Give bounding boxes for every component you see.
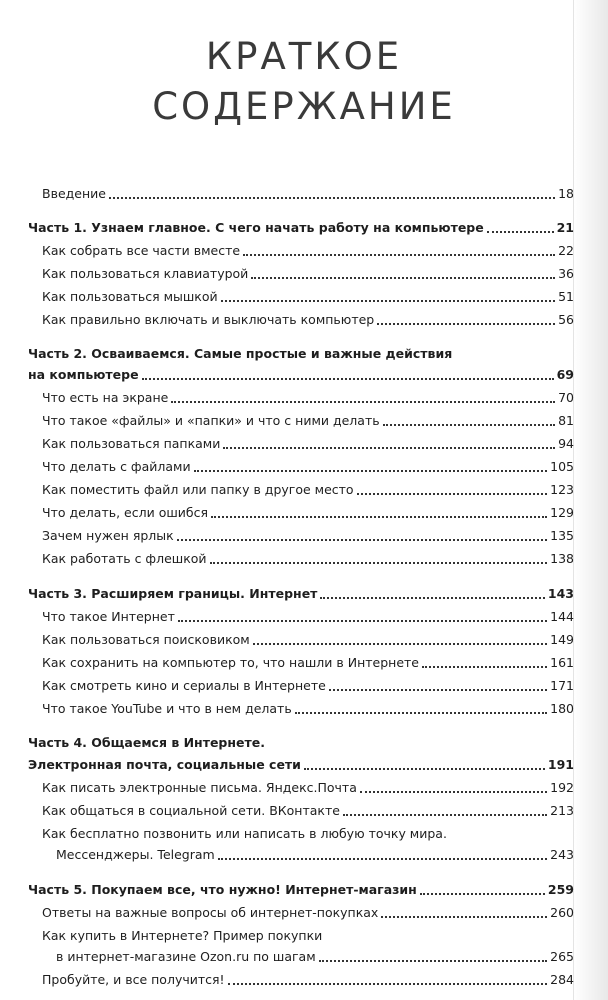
toc-item: Что такое Интернет 144 <box>42 609 574 624</box>
toc-item: Как пользоваться поисковиком 149 <box>42 632 574 647</box>
title-line-1: КРАТКОЕ <box>205 35 403 78</box>
toc-part-3: Часть 3. Расширяем границы. Интернет 143 <box>28 586 574 601</box>
toc-item: Что делать с файлами 105 <box>42 459 574 474</box>
toc-item: Что делать, если ошибся 129 <box>42 505 574 520</box>
toc-item: Как сохранить на компьютер то, что нашли в Интернете 161 <box>42 655 574 670</box>
toc-item: Как общаться в социальной сети. ВКонтакте 213 <box>42 803 574 818</box>
toc-item: Как пользоваться клавиатурой 36 <box>42 266 574 281</box>
toc-part-1: Часть 1. Узнаем главное. С чего начать работу на компьютере 21 <box>28 220 574 235</box>
toc-item: Как писать электронные письма. Яндекс.Почта 192 <box>42 780 574 795</box>
toc-part-4: Электронная почта, социальные сети 191 <box>28 757 574 772</box>
toc-item: Зачем нужен ярлык 135 <box>42 528 574 543</box>
toc-intro: Введение 18 <box>42 186 574 201</box>
toc-item: Ответы на важные вопросы об интернет-покупках 260 <box>42 905 574 920</box>
toc-item: в интернет-магазине Ozon.ru по шагам 265 <box>56 949 574 964</box>
toc-item-line-1: Как бесплатно позвонить или написать в любую точку мира. <box>42 826 447 841</box>
toc-part-5: Часть 5. Покупаем все, что нужно! Интернет-магазин 259 <box>28 882 574 897</box>
toc-item: Как смотреть кино и сериалы в Интернете 171 <box>42 678 574 693</box>
toc-part-2: на компьютере 69 <box>28 367 574 382</box>
toc-item: Что есть на экране 70 <box>42 390 574 405</box>
toc-item: Что такое YouTube и что в нем делать 180 <box>42 701 574 716</box>
toc-item: Как собрать все части вместе 22 <box>42 243 574 258</box>
title-line-2: СОДЕРЖАНИЕ <box>152 85 456 128</box>
toc-item-line-1: Как купить в Интернете? Пример покупки <box>42 928 323 943</box>
toc-part-2-line-1: Часть 2. Осваиваемся. Самые простые и важные действия <box>28 346 453 361</box>
toc-item: Пробуйте, и все получится! 284 <box>42 972 574 987</box>
toc-item: Как работать с флешкой 138 <box>42 551 574 566</box>
toc-item: Как пользоваться папками 94 <box>42 436 574 451</box>
toc-item: Что такое «файлы» и «папки» и что с ними делать 81 <box>42 413 574 428</box>
toc-part-4-line-1: Часть 4. Общаемся в Интернете. <box>28 735 265 750</box>
toc-item: Как поместить файл или папку в другое место 123 <box>42 482 574 497</box>
toc-item: Как правильно включать и выключать компьютер 56 <box>42 312 574 327</box>
toc-item: Мессенджеры. Telegram 243 <box>56 847 574 862</box>
toc-item: Как пользоваться мышкой 51 <box>42 289 574 304</box>
